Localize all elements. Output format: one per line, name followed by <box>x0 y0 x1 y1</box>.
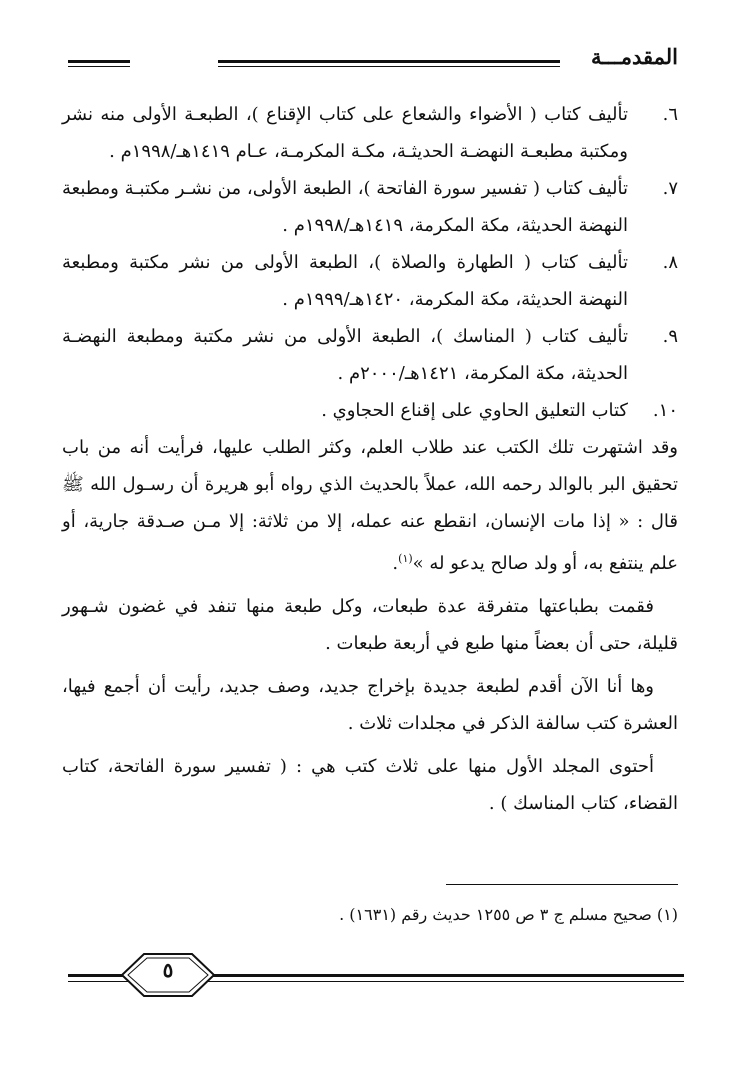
list-item-number: ٨. <box>662 252 678 273</box>
list-item-number: ٦. <box>662 104 678 125</box>
list-item-number: ٩. <box>662 326 678 347</box>
footnote: (١) صحيح مسلم ج ٣ ص ١٢٥٥ حديث رقم (١٦٣١) . <box>339 905 678 924</box>
footnote-separator <box>446 884 678 885</box>
list-item-text: كتاب التعليق الحاوي على إقناع الحجاوي . <box>321 400 628 421</box>
footnote-marker[interactable]: (١) <box>398 552 413 565</box>
paragraph-end: . <box>392 553 399 574</box>
page-number: ٥ <box>162 958 174 982</box>
chapter-title: المقدمـــة <box>591 44 678 69</box>
paragraph-hadith <box>62 429 678 582</box>
list-item-number: ٧. <box>662 178 678 199</box>
page-footer <box>68 950 684 1000</box>
paragraph-volume-one: أحتوى المجلد الأول منها على ثلاث كتب هي : ( تفسير سورة الفاتحة، كتاب القضاء، كتاب المناسك ) . <box>62 756 678 814</box>
list-item-text: تأليف كتاب ( المناسك )، الطبعة الأولى من نشر مكتبة ومطبعة النهضـة الحديثة، مكة المكرمة، ١٤٢١هـ/٢٠٠٠م . <box>62 326 628 384</box>
header-rule-middle-thin <box>218 66 560 67</box>
list-item <box>62 96 678 170</box>
list-item-number: ١٠. <box>652 400 678 421</box>
list-item-text: تأليف كتاب ( الطهارة والصلاة )، الطبعة الأولى من نشر مكتبة ومطبعة النهضة الحديثة، مكة المكرمة، ١٤٢٠هـ/١٩٩٩م . <box>62 252 628 310</box>
paragraph-new-edition: وها أنا الآن أقدم لطبعة جديدة بإخراج جديد، وصف جديد، رأيت أن أجمع فيها، العشرة كتب سالفة الذكر في مجلدات ثلاث . <box>62 676 678 734</box>
paragraph-text: وقد اشتهرت تلك الكتب عند طلاب العلم، وكثر الطلب عليها، فرأيت أنه من باب تحقيق البر بالوالد رحمه الله، عملاً بالحديث الذي رواه أبو هريرة أن رسـول الله ﷺ قال : « إذا مات الإنسان، انقطع عنه عمله، إلا من ثلاثة: إلا مـن صـدقة جارية، أو علم ينتفع به، أو ولد صالح يدعو له » <box>62 437 678 574</box>
header-rule-middle <box>218 60 560 63</box>
running-header <box>68 44 678 80</box>
list-item <box>62 244 678 318</box>
main-text <box>62 96 678 822</box>
list-item <box>62 318 678 392</box>
list-item-text: تأليف كتاب ( تفسير سورة الفاتحة )، الطبعة الأولى، من نشـر مكتبـة ومطبعة النهضة الحديثة، مكة المكرمة، ١٤١٩هـ/١٩٩٨م . <box>62 178 628 236</box>
header-rule-left-thin <box>68 66 130 67</box>
paragraph-printing: فقمت بطباعتها متفرقة عدة طبعات، وكل طبعة منها تنفد في غضون شـهور قليلة، حتى أن بعضاً منها طبع في أربعة طبعات . <box>62 596 678 654</box>
header-rule-left <box>68 60 130 63</box>
list-item-text: تأليف كتاب ( الأضواء والشعاع على كتاب الإقناع )، الطبعـة الأولى منه نشر ومكتبة مطبعـة النهضـة الحديثـة، مكـة المكرمـة، عـام ١٤١٩هـ/١٩٩٨م . <box>62 104 628 162</box>
list-item <box>62 392 678 429</box>
list-item <box>62 170 678 244</box>
